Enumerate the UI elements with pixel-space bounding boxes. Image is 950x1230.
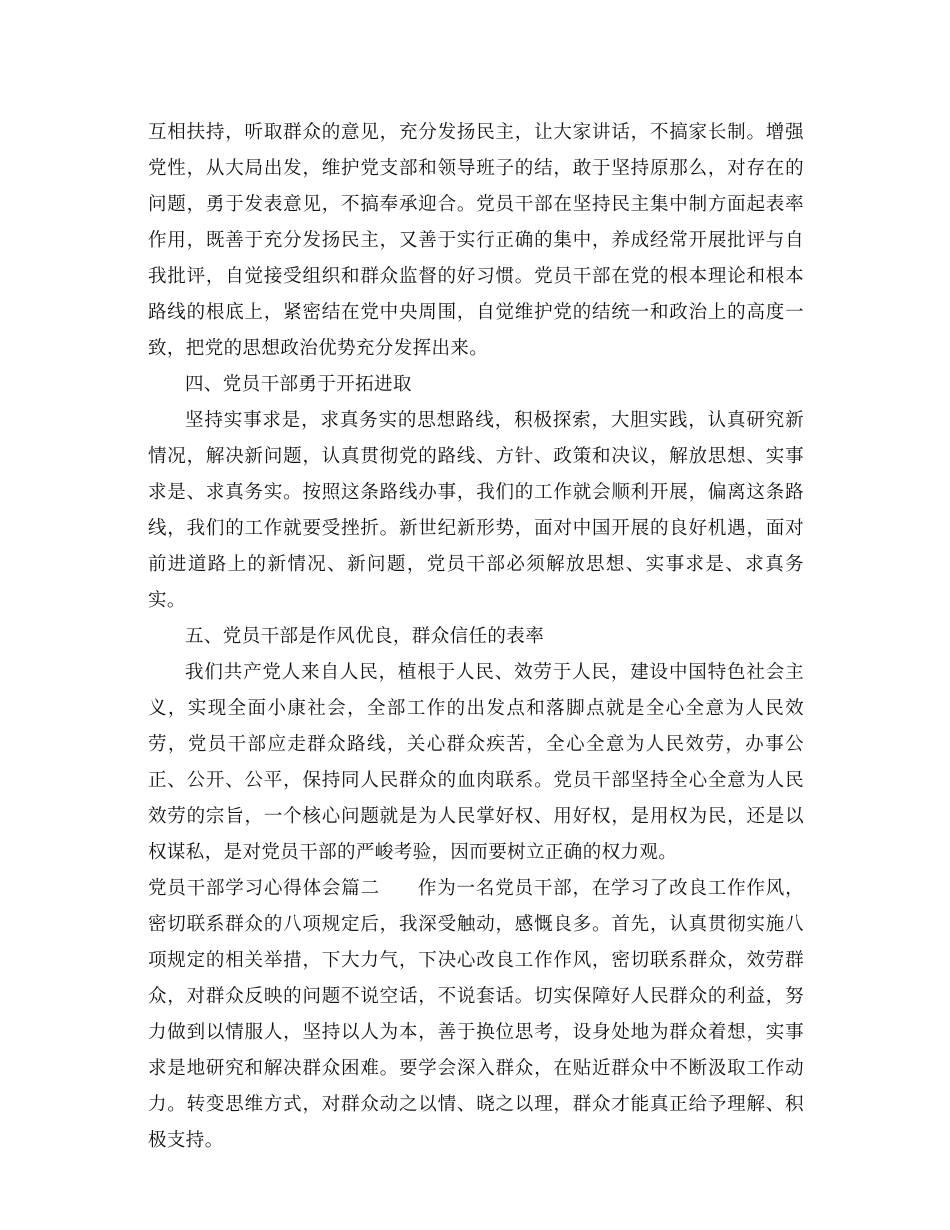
document-body <box>148 115 804 1159</box>
section-heading-five: 五、党员干部是作风优良，群众信任的表率 <box>185 626 545 647</box>
paragraph-continuation: 互相扶持，听取群众的意见，充分发扬民主，让大家讲话，不搞家长制。增强党性，从大局出发，维护党支部和领导班子的结，敢于坚持原那么，对存在的问题，勇于发表意见，不搞奉承迎合。党员干部在坚持民主集中制方面起表率作用，既善于充分发扬民主，又善于实行正确的集中，养成经常开展批评与自我批评，自觉接受组织和群众监督的好习惯。党员干部在党的根本理论和根本路线的根底上，紧密结在党中央周围，自觉维护党的结统一和政治上的高度一致，把党的思想政治优势充分发挥出来。 <box>148 122 804 359</box>
paragraph-serving-people: 我们共产党人来自人民，植根于人民、效劳于人民，建设中国特色社会主义，实现全面小康社会，全部工作的出发点和落脚点就是全心全意为人民效劳，党员干部应走群众路线，关心群众疾苦，全心全意为人民效劳，办事公正、公开、公平，保持同人民群众的血肉联系。党员干部坚持全心全意为人民效劳的宗旨，一个核心问题就是为人民掌好权、用好权，是用权为民，还是以权谋私，是对党员干部的严峻考验，因而要树立正确的权力观。 <box>148 662 804 863</box>
part-two-text: 作为一名党员干部，在学习了改良工作作风，密切联系群众的八项规定后，我深受触动，感慨良多。首先，认真贯彻实施八项规定的相关举措，下大力气，下决心改良工作作风，密切联系群众，效劳群众，对群众反映的问题不说空话，不说套话。切实保障好人民群众的利益，努力做到以情服人，坚持以人为本，善于换位思考，设身处地为群众着想，实事求是地研究和解决群众困难。要学会深入群众，在贴近群众中不断汲取工作动力。转变思维方式，对群众动之以情、晓之以理，群众才能真正给予理解、积极支持。 <box>148 878 804 1151</box>
part-two-title: 党员干部学习心得体会篇二 <box>148 878 380 899</box>
section-heading-four: 四、党员干部勇于开拓进取 <box>185 374 412 395</box>
paragraph-pioneering: 坚持实事求是，求真务实的思想路线，积极探索，大胆实践，认真研究新情况，解决新问题，认真贯彻党的路线、方针、政策和决议，解放思想、实事求是、求真务实。按照这条路线办事，我们的工作就会顺利开展，偏离这条路线，我们的工作就要受挫折。新世纪新形势，面对中国开展的良好机遇，面对前进道路上的新情况、新问题，党员干部必须解放思想、实事求是、求真务实。 <box>148 410 804 611</box>
paragraph-part-two <box>148 871 804 1159</box>
